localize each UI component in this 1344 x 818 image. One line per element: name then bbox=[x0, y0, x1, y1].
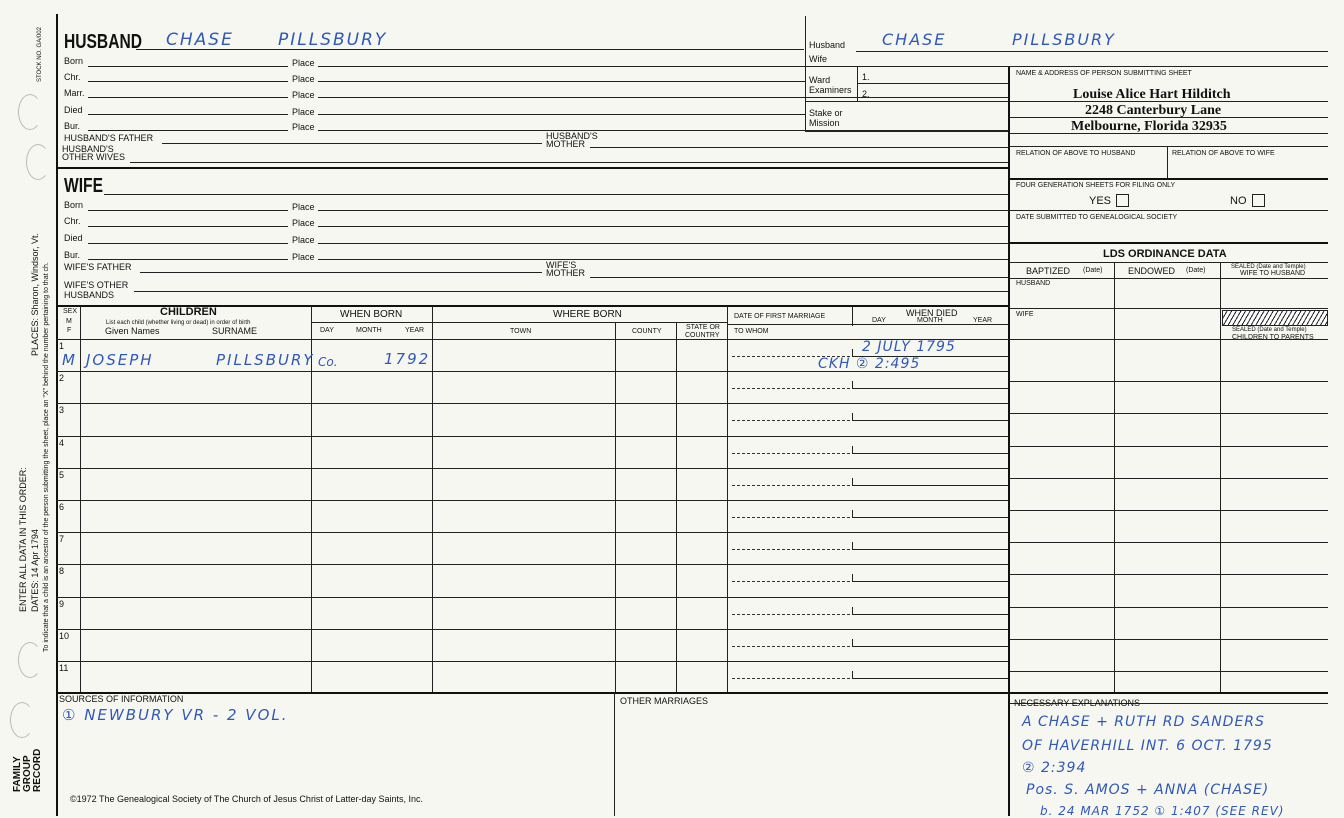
sex-header-1: SEX bbox=[63, 308, 78, 315]
punch-hole-4 bbox=[10, 702, 34, 738]
submitter-line-3 bbox=[1010, 133, 1328, 134]
wife-chr-place-line bbox=[318, 226, 1008, 227]
child-died-tick bbox=[852, 349, 853, 356]
lds-header-line bbox=[1010, 278, 1328, 279]
explanation-line-1: A CHASE + RUTH RD SANDERS bbox=[1022, 714, 1265, 730]
children-header-bottom bbox=[56, 339, 1328, 340]
child-marriage-dash bbox=[732, 388, 850, 389]
child-row-number: 11 bbox=[59, 663, 69, 673]
state-header-1: STATE OR bbox=[686, 324, 720, 331]
submitter-city: Melbourne, Florida 32935 bbox=[1071, 119, 1227, 134]
child-marriage-dash bbox=[732, 614, 850, 615]
child-row-line bbox=[56, 661, 1008, 662]
lds-sealed-child-1: SEALED (Date and Temple) bbox=[1232, 327, 1307, 333]
child-1-sex: M bbox=[62, 351, 75, 369]
right-husband-line bbox=[856, 51, 1328, 52]
wife-died-place-label: Place bbox=[292, 235, 315, 245]
col-marriage-end bbox=[852, 306, 853, 326]
child-marriage-dash bbox=[732, 517, 850, 518]
husband-father-line bbox=[162, 143, 542, 144]
family-group-record-title bbox=[13, 749, 43, 792]
stake-label: Stake or bbox=[809, 108, 843, 118]
sources-label: SOURCES OF INFORMATION bbox=[59, 694, 184, 704]
child-marriage-dash bbox=[732, 678, 850, 679]
examiner-2-line bbox=[806, 101, 1008, 102]
child-marriage-dash bbox=[732, 581, 850, 582]
stock-number: STOCK NO. GA/002 bbox=[37, 27, 43, 82]
side-order-text: ENTER ALL DATA IN THIS ORDER: bbox=[18, 467, 28, 612]
wife-born-place-label: Place bbox=[292, 202, 315, 212]
child-row-line bbox=[56, 564, 1008, 565]
child-row-number: 8 bbox=[59, 566, 65, 577]
lds-row-line bbox=[1010, 510, 1328, 511]
col-sex bbox=[80, 306, 81, 692]
explanation-line-5: b. 24 MAR 1752 ① 1:407 (SEE REV) bbox=[1040, 804, 1285, 818]
punch-hole-1 bbox=[18, 94, 42, 130]
sex-header-3: F bbox=[67, 327, 72, 334]
four-gen-label: FOUR GENERATION SHEETS FOR FILING ONLY bbox=[1016, 182, 1176, 189]
county-header: COUNTY bbox=[632, 328, 662, 335]
to-whom-header: TO WHOM bbox=[734, 328, 769, 335]
wife-chr-label: Chr. bbox=[64, 216, 81, 226]
child-1-born-note: Co. bbox=[318, 355, 338, 369]
wife-heading: WIFE bbox=[64, 175, 103, 197]
husband-other-wives-line bbox=[130, 162, 1008, 163]
child-died-tick bbox=[852, 510, 853, 517]
child-row-line bbox=[56, 403, 1008, 404]
husband-died-label: Died bbox=[64, 105, 83, 115]
husband-bur-place-label: Place bbox=[292, 122, 315, 132]
lds-row-line bbox=[1010, 607, 1328, 608]
lds-row-line bbox=[1010, 671, 1328, 672]
children-title: CHILDREN bbox=[160, 306, 217, 318]
col-born-end bbox=[432, 306, 433, 692]
child-died-tick bbox=[852, 671, 853, 678]
child-died-tick bbox=[852, 639, 853, 646]
husband-first-name: CHASE bbox=[166, 30, 234, 50]
right-wife-line bbox=[806, 66, 1328, 67]
husband-chr-line bbox=[88, 81, 288, 82]
surname-header: SURNAME bbox=[212, 326, 258, 336]
lds-row-line bbox=[1010, 542, 1328, 543]
lds-husband-label: HUSBAND bbox=[1016, 280, 1051, 287]
child-died-tick bbox=[852, 446, 853, 453]
left-border bbox=[56, 14, 58, 816]
punch-hole-3 bbox=[18, 642, 42, 678]
lds-baptized: BAPTIZED bbox=[1026, 266, 1071, 276]
born-year-header: YEAR bbox=[405, 327, 425, 334]
submitter-line-2 bbox=[1010, 117, 1328, 118]
child-died-line bbox=[852, 581, 1008, 582]
born-month-header: MONTH bbox=[356, 327, 382, 334]
wife-other-husbands-line bbox=[134, 291, 1008, 292]
lds-row-line bbox=[1010, 574, 1328, 575]
child-row-line bbox=[56, 436, 1008, 437]
husband-marr-place-line bbox=[318, 97, 1008, 98]
husband-other-wives-label-1: HUSBAND'S bbox=[62, 144, 114, 154]
sex-header-2: M bbox=[66, 318, 72, 325]
husband-last-name: PILLSBURY bbox=[278, 30, 388, 50]
ward-label: Ward bbox=[809, 75, 831, 85]
lds-top-line bbox=[1010, 242, 1328, 244]
husband-bur-line bbox=[88, 130, 288, 131]
child-marriage-dash bbox=[732, 549, 850, 550]
child-died-line bbox=[852, 388, 1008, 389]
child-died-line bbox=[852, 549, 1008, 550]
relation-wife-label: RELATION OF ABOVE TO WIFE bbox=[1172, 150, 1275, 157]
date-submitted-label: DATE SUBMITTED TO GENEALOGICAL SOCIETY bbox=[1016, 214, 1178, 221]
lds-row-line bbox=[1010, 446, 1328, 447]
husband-born-label: Born bbox=[64, 56, 84, 66]
husband-died-place-line bbox=[318, 114, 805, 115]
where-header-line bbox=[433, 322, 727, 323]
child-row-line bbox=[56, 500, 1008, 501]
lds-husband-line bbox=[1010, 308, 1328, 309]
yes-label: YES bbox=[1089, 195, 1112, 207]
wife-bur-label: Bur. bbox=[64, 250, 81, 260]
header-divider bbox=[805, 16, 806, 132]
husband-mother-line bbox=[590, 147, 1008, 148]
child-marriage-dash bbox=[732, 453, 850, 454]
wife-born-line bbox=[88, 210, 288, 211]
wife-father-line bbox=[140, 272, 542, 273]
lds-endowed-date: (Date) bbox=[1186, 267, 1206, 274]
child-died-line bbox=[852, 420, 1008, 421]
ward-divider bbox=[857, 66, 858, 102]
child-died-tick bbox=[852, 413, 853, 420]
relation-top-line bbox=[1010, 146, 1328, 147]
wife-mother-label-2: MOTHER bbox=[546, 268, 585, 278]
examiner-1: 1. bbox=[862, 72, 870, 82]
child-row-line bbox=[56, 532, 1008, 533]
died-month-header: MONTH bbox=[917, 317, 943, 324]
right-wife-label: Wife bbox=[809, 54, 827, 64]
child-1-given: JOSEPH bbox=[86, 351, 154, 369]
child-row-number: 9 bbox=[59, 598, 65, 609]
child-died-line bbox=[852, 485, 1008, 486]
lds-sealed-child-2: CHILDREN TO PARENTS bbox=[1232, 334, 1314, 341]
lds-row-line bbox=[1010, 478, 1328, 479]
wife-died-line bbox=[88, 243, 288, 244]
state-header-2: COUNTRY bbox=[685, 332, 720, 339]
side-dates-text: DATES: 14 Apr 1794 bbox=[30, 529, 40, 612]
wife-died-place-line bbox=[318, 243, 1008, 244]
wife-born-label: Born bbox=[64, 200, 84, 210]
wife-name-line bbox=[104, 194, 1008, 195]
child-died-line bbox=[852, 453, 1008, 454]
wife-mother-label-1: WIFE'S bbox=[546, 260, 577, 270]
town-header: TOWN bbox=[510, 328, 532, 335]
husband-chr-label: Chr. bbox=[64, 72, 81, 82]
wife-bur-line bbox=[88, 259, 288, 260]
stake-line bbox=[806, 131, 1008, 132]
child-row-number: 4 bbox=[59, 437, 65, 448]
husband-name-line bbox=[136, 49, 804, 50]
yes-checkbox[interactable] bbox=[1116, 194, 1129, 207]
lds-row-line bbox=[1010, 639, 1328, 640]
child-died-line bbox=[852, 517, 1008, 518]
child-died-line bbox=[852, 646, 1008, 647]
child-row-number: 7 bbox=[59, 534, 65, 545]
wife-chr-place-label: Place bbox=[292, 218, 315, 228]
wife-other-husbands-label-1: WIFE'S OTHER bbox=[64, 280, 129, 290]
mission-label: Mission bbox=[809, 118, 840, 128]
child-row-number: 3 bbox=[59, 405, 65, 416]
child-died-line bbox=[852, 614, 1008, 615]
child-died-line bbox=[852, 678, 1008, 679]
husband-marr-label: Marr. bbox=[64, 88, 85, 98]
wife-bur-place-label: Place bbox=[292, 252, 315, 262]
child-row-number: 10 bbox=[59, 630, 70, 641]
child-1-surname: PILLSBURY bbox=[216, 351, 315, 369]
relation-bottom-line bbox=[1010, 178, 1328, 180]
children-subtitle: List each child (whether living or dead) in order of birth bbox=[106, 320, 251, 326]
submitter-label: NAME & ADDRESS OF PERSON SUBMITTING SHEET bbox=[1016, 70, 1192, 77]
husband-mother-label-2: MOTHER bbox=[546, 139, 585, 149]
husband-born-place-line bbox=[318, 66, 805, 67]
husband-died-place-label: Place bbox=[292, 107, 315, 117]
husband-other-wives-label-2: OTHER WIVES bbox=[62, 152, 126, 162]
husband-chr-place-line bbox=[318, 81, 805, 82]
born-header-line bbox=[312, 322, 432, 323]
explanation-line-4: Pos. S. AMOS + ANNA (CHASE) bbox=[1026, 782, 1270, 798]
submitter-name: Louise Alice Hart Hilditch bbox=[1073, 87, 1231, 102]
husband-father-label: HUSBAND'S FATHER bbox=[64, 133, 154, 143]
wife-chr-line bbox=[88, 226, 288, 227]
child-marriage-dash bbox=[732, 485, 850, 486]
wife-father-label: WIFE'S FATHER bbox=[64, 262, 132, 272]
child-died-tick bbox=[852, 542, 853, 549]
given-names-header: Given Names bbox=[105, 326, 160, 336]
other-marriages-label: OTHER MARRIAGES bbox=[620, 696, 709, 706]
lds-row-line bbox=[1010, 413, 1328, 414]
child-row-line bbox=[56, 468, 1008, 469]
child-1-died-source: CKH ② 2:495 bbox=[818, 356, 921, 372]
side-places-text: PLACES: Sharon, Windsor, Vt. bbox=[30, 232, 40, 356]
right-husband-label: Husband bbox=[809, 40, 846, 50]
wife-bur-place-line bbox=[318, 259, 1008, 260]
husband-heading: HUSBAND bbox=[64, 31, 142, 53]
lds-title: LDS ORDINANCE DATA bbox=[1103, 248, 1227, 260]
lds-hatched-cell bbox=[1222, 310, 1328, 326]
husband-chr-place-label: Place bbox=[292, 74, 315, 84]
four-gen-line bbox=[1010, 210, 1328, 211]
explanation-line-2: OF HAVERHILL INT. 6 OCT. 1795 bbox=[1022, 738, 1273, 754]
lds-endowed: ENDOWED bbox=[1128, 266, 1175, 276]
lds-wife-label: WIFE bbox=[1016, 311, 1034, 318]
husband-died-line bbox=[88, 114, 288, 115]
husband-bur-label: Bur. bbox=[64, 121, 81, 131]
child-1-died: 2 JULY 1795 bbox=[862, 339, 956, 355]
marriage-header-line bbox=[728, 324, 1008, 325]
child-died-tick bbox=[852, 381, 853, 388]
submitter-street: 2248 Canterbury Lane bbox=[1085, 103, 1222, 118]
died-year-header: YEAR bbox=[973, 317, 993, 324]
relation-husband-label: RELATION OF ABOVE TO HUSBAND bbox=[1016, 150, 1136, 157]
wife-other-husbands-label-2: HUSBANDS bbox=[64, 290, 115, 300]
child-died-tick bbox=[852, 607, 853, 614]
husband-marr-line bbox=[88, 97, 288, 98]
child-row-number: 2 bbox=[59, 373, 65, 384]
lds-sealed-wife-2: WIFE TO HUSBAND bbox=[1240, 270, 1306, 277]
husband-section-divider bbox=[56, 167, 1008, 169]
right-husband-last: PILLSBURY bbox=[1012, 30, 1116, 49]
first-marriage-header: DATE OF FIRST MARRIAGE bbox=[734, 313, 826, 320]
child-row-line bbox=[56, 597, 1008, 598]
title-family: FAMILY bbox=[12, 756, 23, 792]
right-husband-first: CHASE bbox=[882, 30, 947, 49]
child-row-number: 5 bbox=[59, 469, 65, 480]
col-state-end bbox=[727, 306, 728, 692]
relation-divider bbox=[1167, 146, 1168, 178]
child-row-number: 1 bbox=[59, 341, 65, 351]
when-died-header: WHEN DIED bbox=[906, 308, 958, 318]
lds-row-line bbox=[1010, 381, 1328, 382]
born-day-header: DAY bbox=[320, 327, 334, 334]
title-group: GROUP bbox=[22, 755, 33, 792]
col-town-end bbox=[615, 322, 616, 692]
where-born-header: WHERE BORN bbox=[553, 309, 622, 320]
lds-baptized-date: (Date) bbox=[1083, 267, 1103, 274]
explanation-line-3: ② 2:394 bbox=[1022, 760, 1087, 776]
no-label: NO bbox=[1230, 195, 1247, 207]
punch-hole-2 bbox=[26, 144, 50, 180]
wife-mother-line bbox=[590, 277, 1008, 278]
wife-born-place-line bbox=[318, 210, 1008, 211]
child-row-number: 6 bbox=[59, 502, 65, 512]
col-county-end bbox=[676, 322, 677, 692]
submitter-line-1 bbox=[1010, 101, 1328, 102]
wife-died-label: Died bbox=[64, 233, 83, 243]
husband-born-place-label: Place bbox=[292, 58, 315, 68]
examiner-2: 2. bbox=[862, 89, 870, 99]
side-ancestor-text: To indicate that a child is an ancestor of the person submitting the sheet, place an "X" behind the number pertaining to that ch. bbox=[43, 262, 50, 652]
child-1-born-year: 1792 bbox=[384, 350, 431, 368]
when-born-header: WHEN BORN bbox=[340, 309, 403, 320]
child-marriage-dash bbox=[732, 646, 850, 647]
child-died-tick bbox=[852, 574, 853, 581]
died-day-header: DAY bbox=[872, 317, 886, 324]
copyright-text: ©1972 The Genealogical Society of The Church of Jesus Christ of Latter-day Saints, Inc. bbox=[70, 794, 423, 804]
sources-divider bbox=[614, 692, 615, 816]
child-died-tick bbox=[852, 478, 853, 485]
examiner-1-line bbox=[858, 83, 1008, 84]
husband-mother-label-1: HUSBAND'S bbox=[546, 131, 598, 141]
title-record: RECORD bbox=[32, 748, 43, 792]
husband-born-line bbox=[88, 66, 288, 67]
explanations-label: NECESSARY EXPLANATIONS bbox=[1014, 698, 1141, 708]
sources-text: ① NEWBURY VR - 2 VOL. bbox=[62, 706, 289, 724]
child-marriage-dash bbox=[732, 420, 850, 421]
examiners-label: Examiners bbox=[809, 85, 852, 95]
child-row-line bbox=[56, 629, 1008, 630]
lds-sealed-wife-1: SEALED (Date and Temple) bbox=[1231, 264, 1306, 270]
husband-marr-place-label: Place bbox=[292, 90, 315, 100]
no-checkbox[interactable] bbox=[1252, 194, 1265, 207]
bottom-section-line bbox=[56, 692, 1328, 694]
